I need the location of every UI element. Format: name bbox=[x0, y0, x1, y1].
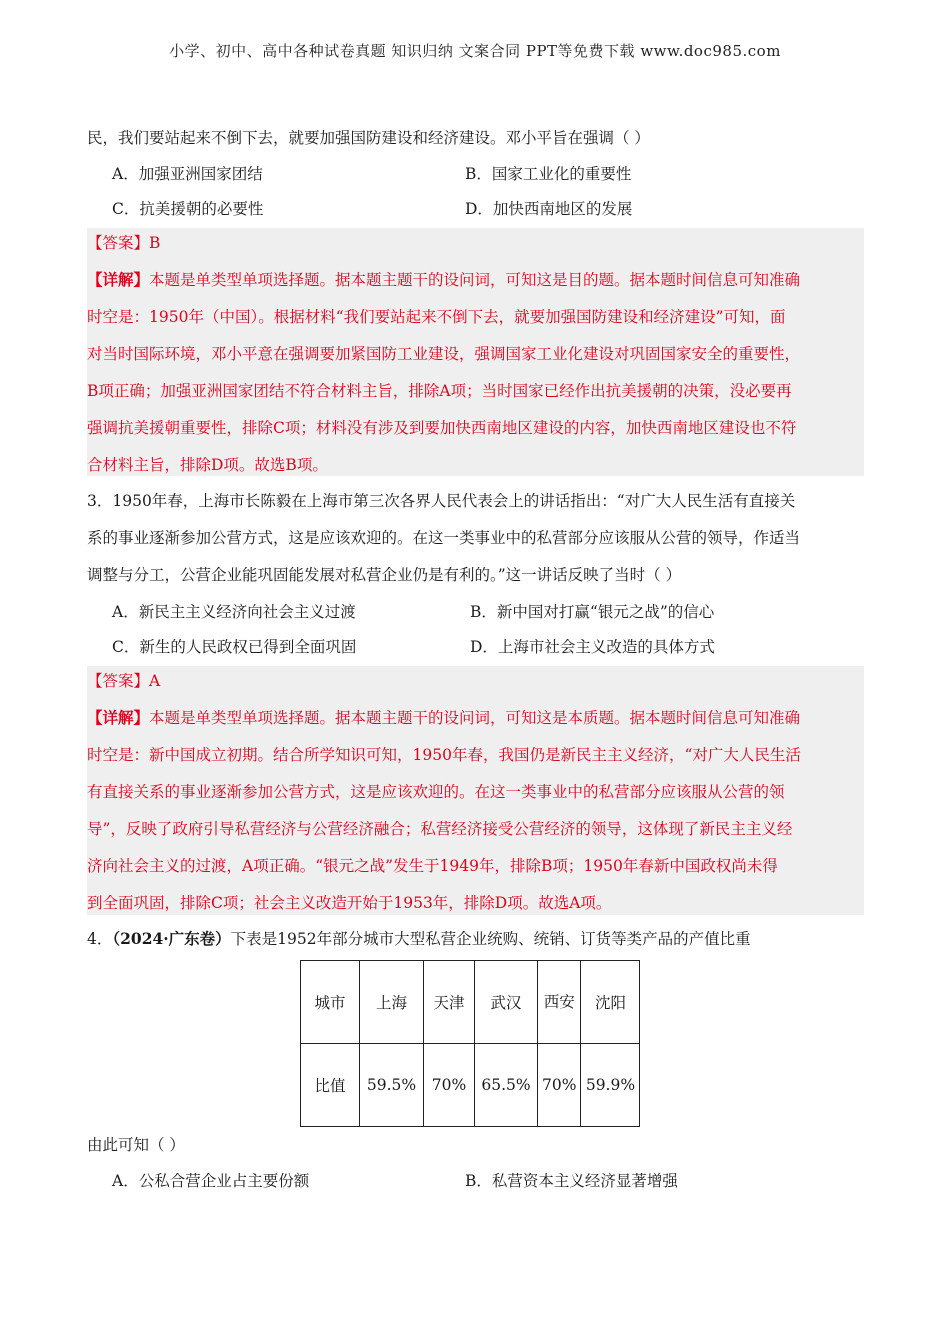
q2-explain-line-5: 强调抗美援朝重要性，排除C项；材料没有涉及到要加快西南地区建设的内容，加快西南地区建设也不符 bbox=[87, 419, 797, 437]
q2-answer: 【答案】B bbox=[87, 234, 161, 252]
q2-explain-label: 【详解】 bbox=[87, 270, 150, 289]
q3-answer: 【答案】A bbox=[87, 672, 161, 690]
q2-explain-line-6: 合材料主旨，排除D项。故选B项。 bbox=[87, 456, 328, 474]
table-header-cell: 天津 bbox=[424, 961, 475, 1044]
q2-explain-line-1: 【详解】本题是单类型单项选择题。据本题主题干的设问词，可知这是目的题。据本题时间信息可知准确 bbox=[87, 270, 801, 289]
table-header-cell: 上海 bbox=[360, 961, 424, 1044]
table-cell: 65.5% bbox=[475, 1044, 538, 1127]
q3-explain-line-6: 到全面巩固，排除C项；社会主义改造开始于1953年，排除D项。故选A项。 bbox=[87, 894, 612, 912]
q3-explain-line-5: 济向社会主义的过渡，A项正确。“银元之战”发生于1949年，排除B项；1950年春新中国政权尚未得 bbox=[87, 857, 778, 875]
q3-stem-line-2: 系的事业逐渐参加公营方式，这是应该欢迎的。在这一类事业中的私营部分应该服从公营的领导，作适当 bbox=[87, 529, 801, 547]
q2-explain-line-4: B项正确；加强亚洲国家团结不符合材料主旨，排除A项；当时国家已经作出抗美援朝的决策，没必要再 bbox=[87, 382, 792, 400]
table-header-cell: 西安 bbox=[538, 961, 581, 1044]
q3-explain-line-3: 有直接关系的事业逐渐参加公营方式，这是应该欢迎的。在这一类事业中的私营部分应该服从公营的领 bbox=[87, 783, 785, 801]
q3-option-d: D．上海市社会主义改造的具体方式 bbox=[470, 638, 715, 656]
q2-option-c: C．抗美援朝的必要性 bbox=[112, 200, 264, 218]
q3-explain-label: 【详解】 bbox=[87, 708, 150, 727]
q4-stem: 4．（2024·广东卷）下表是1952年部分城市大型私营企业统购、统销、订货等类产品的产值比重 bbox=[87, 929, 751, 948]
table-cell: 59.5% bbox=[360, 1044, 424, 1127]
table-header-cell: 城市 bbox=[301, 961, 360, 1044]
q3-option-c: C．新生的人民政权已得到全面巩固 bbox=[112, 638, 357, 656]
q2-option-d: D．加快西南地区的发展 bbox=[465, 200, 633, 218]
q2-stem-tail: 民，我们要站起来不倒下去，就要加强国防建设和经济建设。邓小平旨在强调（ ） bbox=[87, 129, 650, 147]
q4-option-b: B．私营资本主义经济显著增强 bbox=[465, 1172, 678, 1190]
table-row bbox=[301, 1044, 640, 1127]
q2-option-a: A．加强亚洲国家团结 bbox=[112, 165, 263, 183]
q3-explain-line-4: 导”，反映了政府引导私营经济与公营经济融合；私营经济接受公营经济的领导，这体现了新民主主义经 bbox=[87, 820, 793, 838]
q2-explain-line-3: 对当时国际环境，邓小平意在强调要加紧国防工业建设，强调国家工业化建设对巩固国家安全的重要性， bbox=[87, 345, 801, 363]
table-cell: 59.9% bbox=[581, 1044, 640, 1127]
q4-followup: 由此可知（ ） bbox=[87, 1136, 185, 1154]
q3-stem-line-1: 3．1950年春，上海市长陈毅在上海市第三次各界人民代表会上的讲话指出：“对广大人民生活有直接关 bbox=[87, 492, 796, 510]
q3-explain-line-1: 【详解】本题是单类型单项选择题。据本题主题干的设问词，可知这是本质题。据本题时间信息可知准确 bbox=[87, 708, 801, 727]
table-cell: 70% bbox=[424, 1044, 475, 1127]
q3-option-b: B．新中国对打赢“银元之战”的信心 bbox=[470, 603, 715, 621]
q3-explain-line-2: 时空是：新中国成立初期。结合所学知识可知，1950年春，我国仍是新民主主义经济，“对广大人民生活 bbox=[87, 746, 801, 764]
table-header-row bbox=[301, 961, 640, 1044]
q4-option-a: A．公私合营企业占主要份额 bbox=[112, 1172, 310, 1190]
q2-explain-line-2: 时空是：1950年（中国）。根据材料“我们要站起来不倒下去，就要加强国防建设和经济建设”可知，面 bbox=[87, 308, 786, 326]
table-header-cell: 武汉 bbox=[475, 961, 538, 1044]
q4-data-table bbox=[300, 960, 640, 1127]
table-row-label: 比值 bbox=[301, 1044, 360, 1127]
page-header: 小学、初中、高中各种试卷真题 知识归纳 文案合同 PPT等免费下载 www.doc985.com bbox=[169, 42, 781, 60]
table-header-cell: 沈阳 bbox=[581, 961, 640, 1044]
q4-source: （2024·广东卷） bbox=[112, 929, 231, 948]
q2-option-b: B．国家工业化的重要性 bbox=[465, 165, 632, 183]
q3-option-a: A．新民主主义经济向社会主义过渡 bbox=[112, 603, 356, 621]
q3-stem-line-3: 调整与分工，公营企业能巩固能发展对私营企业仍是有利的。”这一讲话反映了当时（ ） bbox=[87, 566, 682, 584]
table-cell: 70% bbox=[538, 1044, 581, 1127]
